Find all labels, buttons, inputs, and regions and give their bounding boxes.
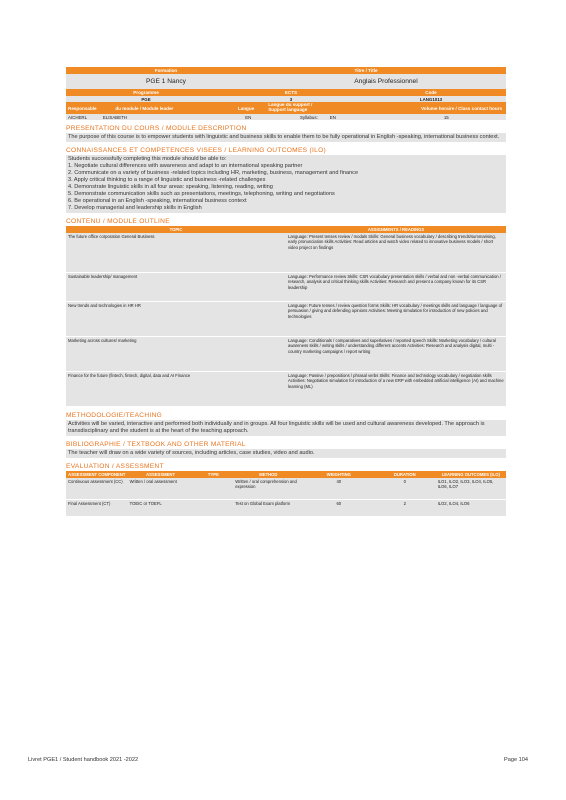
eval-header: WEIGHTING [304, 471, 374, 478]
outline-topic: Marketing across cultures/ marketing [66, 337, 286, 372]
learning-outcome-item: 4. Demonstrate linguistic skills in all four areas: speaking, listening, reading, writing [68, 184, 273, 190]
table-row [66, 372, 506, 407]
learning-outcome-item: 5. Demonstrate communication skills such as presentations, meetings, telephoning, writing and negotiations [68, 191, 335, 197]
outline-topic: The future office corporation General Business [66, 233, 286, 273]
eval-cell [194, 478, 234, 500]
programme-value-row [66, 96, 506, 102]
responsable-label-row [66, 102, 506, 114]
eval-header: DURATION [374, 471, 436, 478]
ects-label: ECTS [284, 90, 298, 95]
outline-topic: New trends and technologies in HR HR [66, 302, 286, 337]
outline-table [66, 226, 506, 407]
learning-outcome-item: 3. Apply critical thinking to a range of linguistic and business -related challenges [68, 177, 266, 183]
leader-first-name: ELISABETH [102, 114, 128, 120]
eval-cell: ILO2, ILO4, ILO6 [436, 500, 506, 517]
responsable-label: Responsable [68, 105, 97, 111]
outline-assignment: Language: Conditionals / comparatives and superlatives / reported speech Skills: Marketing vocabulary / cultural awareness skills / writing skills / understanding different accents Activities: Research and analysis digital, multi -country marketing campaigns / report writing [286, 337, 506, 372]
table-row [66, 233, 506, 273]
eval-cell: Final Assessment (CT) [66, 500, 128, 517]
table-row [66, 337, 506, 372]
title-label: Titre / Title [354, 68, 378, 73]
outline-topic: Sustainable leadership/ management [66, 273, 286, 302]
eval-cell: 60 [304, 500, 374, 517]
eval-cell: 0 [374, 478, 436, 500]
course-sheet [66, 67, 506, 517]
table-row [66, 302, 506, 337]
bibliography-text: The teacher will draw on a wide variety of sources, including articles, case studies, video and audio. [66, 449, 506, 458]
langue-label: Langue [237, 105, 255, 111]
learning-outcomes-intro: Students successfully completing this module should be able to: [68, 156, 227, 162]
eval-header: ASSESSMENT [128, 471, 194, 478]
programme-label-row [66, 89, 506, 96]
table-row [66, 500, 506, 517]
eval-header: ASSESSMENT COMPONENT [66, 471, 128, 478]
eval-cell [194, 500, 234, 517]
eval-cell: Written / oral assessment [128, 478, 194, 500]
eval-cell: 40 [304, 478, 374, 500]
hours-value: 15 [443, 114, 449, 120]
eval-cell: 2 [374, 500, 436, 517]
methodology-text: Activities will be varied, interactive and performed both individually and in groups. All four linguistic skills will be used and cultural awareness developed. The approach is transdisciplinary and the student is at the heart of the teaching approach. [66, 420, 506, 436]
outline-heading: CONTENU / MODULE OUTLINE [66, 218, 170, 225]
volume-label: Volume horaire / Class contact hours [421, 105, 503, 111]
eval-cell: Continuous assessment (CC) [66, 478, 128, 500]
outline-assignment: Language: Performance review Skills: CSR vocabulary presentation skills / verbal and non -verbal communication / research, analysis and critical thinking skills Activities: Research and present a company known for its CSR leadership [286, 273, 506, 302]
outline-assignment: Language: Passive / prepositions / phrasal verbs Skills: Finance and technology vocabulary / negotiation skills Activities: Negotiation simulation for introduction of a new ERP with embedded artificial intelligence (AI) and machine learning (ML) [286, 372, 506, 407]
learning-outcome-item: 1. Negotiate cultural differences with awareness and adapt to an international speaking partner [68, 163, 303, 169]
programme-label: Programme [133, 90, 159, 95]
eval-header: METHOD [233, 471, 303, 478]
eval-cell: Test on Global Exam platform [233, 500, 303, 517]
title-value: Anglais Professionnel [354, 78, 418, 85]
learning-outcomes-heading: CONNAISSANCES ET COMPETENCES VISEES / LEARNING OUTCOMES (ILO) [66, 147, 326, 154]
formation-value: PGE 1 Nancy [146, 78, 186, 85]
programme-value: PGE [141, 96, 151, 102]
outline-header-assignments: ASSIGNMENTS / READINGS [286, 226, 506, 233]
learning-outcome-item: 6. Be operational in an English -speaking, international business context [68, 198, 247, 204]
eval-header: LEARNING OUTCOMES (ILO) [436, 471, 506, 478]
learning-outcomes-block [66, 155, 506, 213]
langue-value: EN [245, 114, 252, 120]
ects-value: 3 [289, 96, 293, 102]
learning-outcome-item: 2. Communicate on a variety of business -related topics including HR, marketing, business, management and finance [68, 170, 359, 176]
eval-header: TYPE [194, 471, 234, 478]
eval-cell: ILO1, ILO2, ILO3, ILO4, ILO5, ILO6, ILO7 [436, 478, 506, 500]
outline-topic: Finance for the future (fintech, fintech, digital, data and AI Finance [66, 372, 286, 407]
eval-cell: TOEIC or TOEFL [128, 500, 194, 517]
page-footer [28, 757, 528, 763]
methodology-heading: METHODOLOGIE/TEACHING [66, 412, 163, 419]
eval-cell: Written / oral comprehension and expression [233, 478, 303, 500]
evaluation-table [66, 471, 506, 517]
syllabus-label: Syllabus: [299, 114, 318, 120]
header-value-row [66, 74, 506, 89]
outline-assignment: Language: Present tenses review / modals Skills: General business vocabulary / describing trends/summarising, early pronunciation skills Activities: Read articles and watch video related to innovative business models / short video project on findings [286, 233, 506, 273]
evaluation-heading: EVALUATION / ASSESSMENT [66, 463, 164, 470]
module-leader-label: du module / Module leader [115, 105, 174, 111]
responsable-value-row [66, 114, 506, 120]
learning-outcome-item: 7. Develop managerial and leadership skills in English [68, 205, 202, 211]
leader-last-name: AICHERL [68, 114, 88, 120]
code-label: Code [425, 90, 437, 95]
page-number: Page 104 [504, 757, 528, 763]
formation-label: Formation [154, 68, 178, 73]
footer-handbook-label: Livret PGE1 / Student handbook 2021 -2022 [28, 757, 139, 763]
syllabus-value: EN [329, 114, 336, 120]
presentation-text: The purpose of this course is to empower students with linguistic and business skills to enable them to be fully operational in English -speaking, international business context. [66, 133, 506, 142]
header-label-row [66, 67, 506, 74]
table-row [66, 273, 506, 302]
outline-assignment: Language: Future tenses / review question forms Skills: HR vocabulary / meetings skills and language / language of persuasion / giving and defending opinions Activities: Meeting simulation for introduction of new policies and technologies [286, 302, 506, 337]
presentation-heading: PRESENTATION DU COURS / MODULE DESCRIPTION [66, 125, 247, 132]
outline-header-topic: TOPIC [66, 226, 286, 233]
support-language-label: Langue du support / Support language [268, 103, 313, 112]
bibliography-heading: BIBLIOGRAPHIE / TEXTBOOK AND OTHER MATERIAL [66, 441, 246, 448]
code-value: LANG1013 [419, 96, 443, 102]
table-row [66, 478, 506, 500]
